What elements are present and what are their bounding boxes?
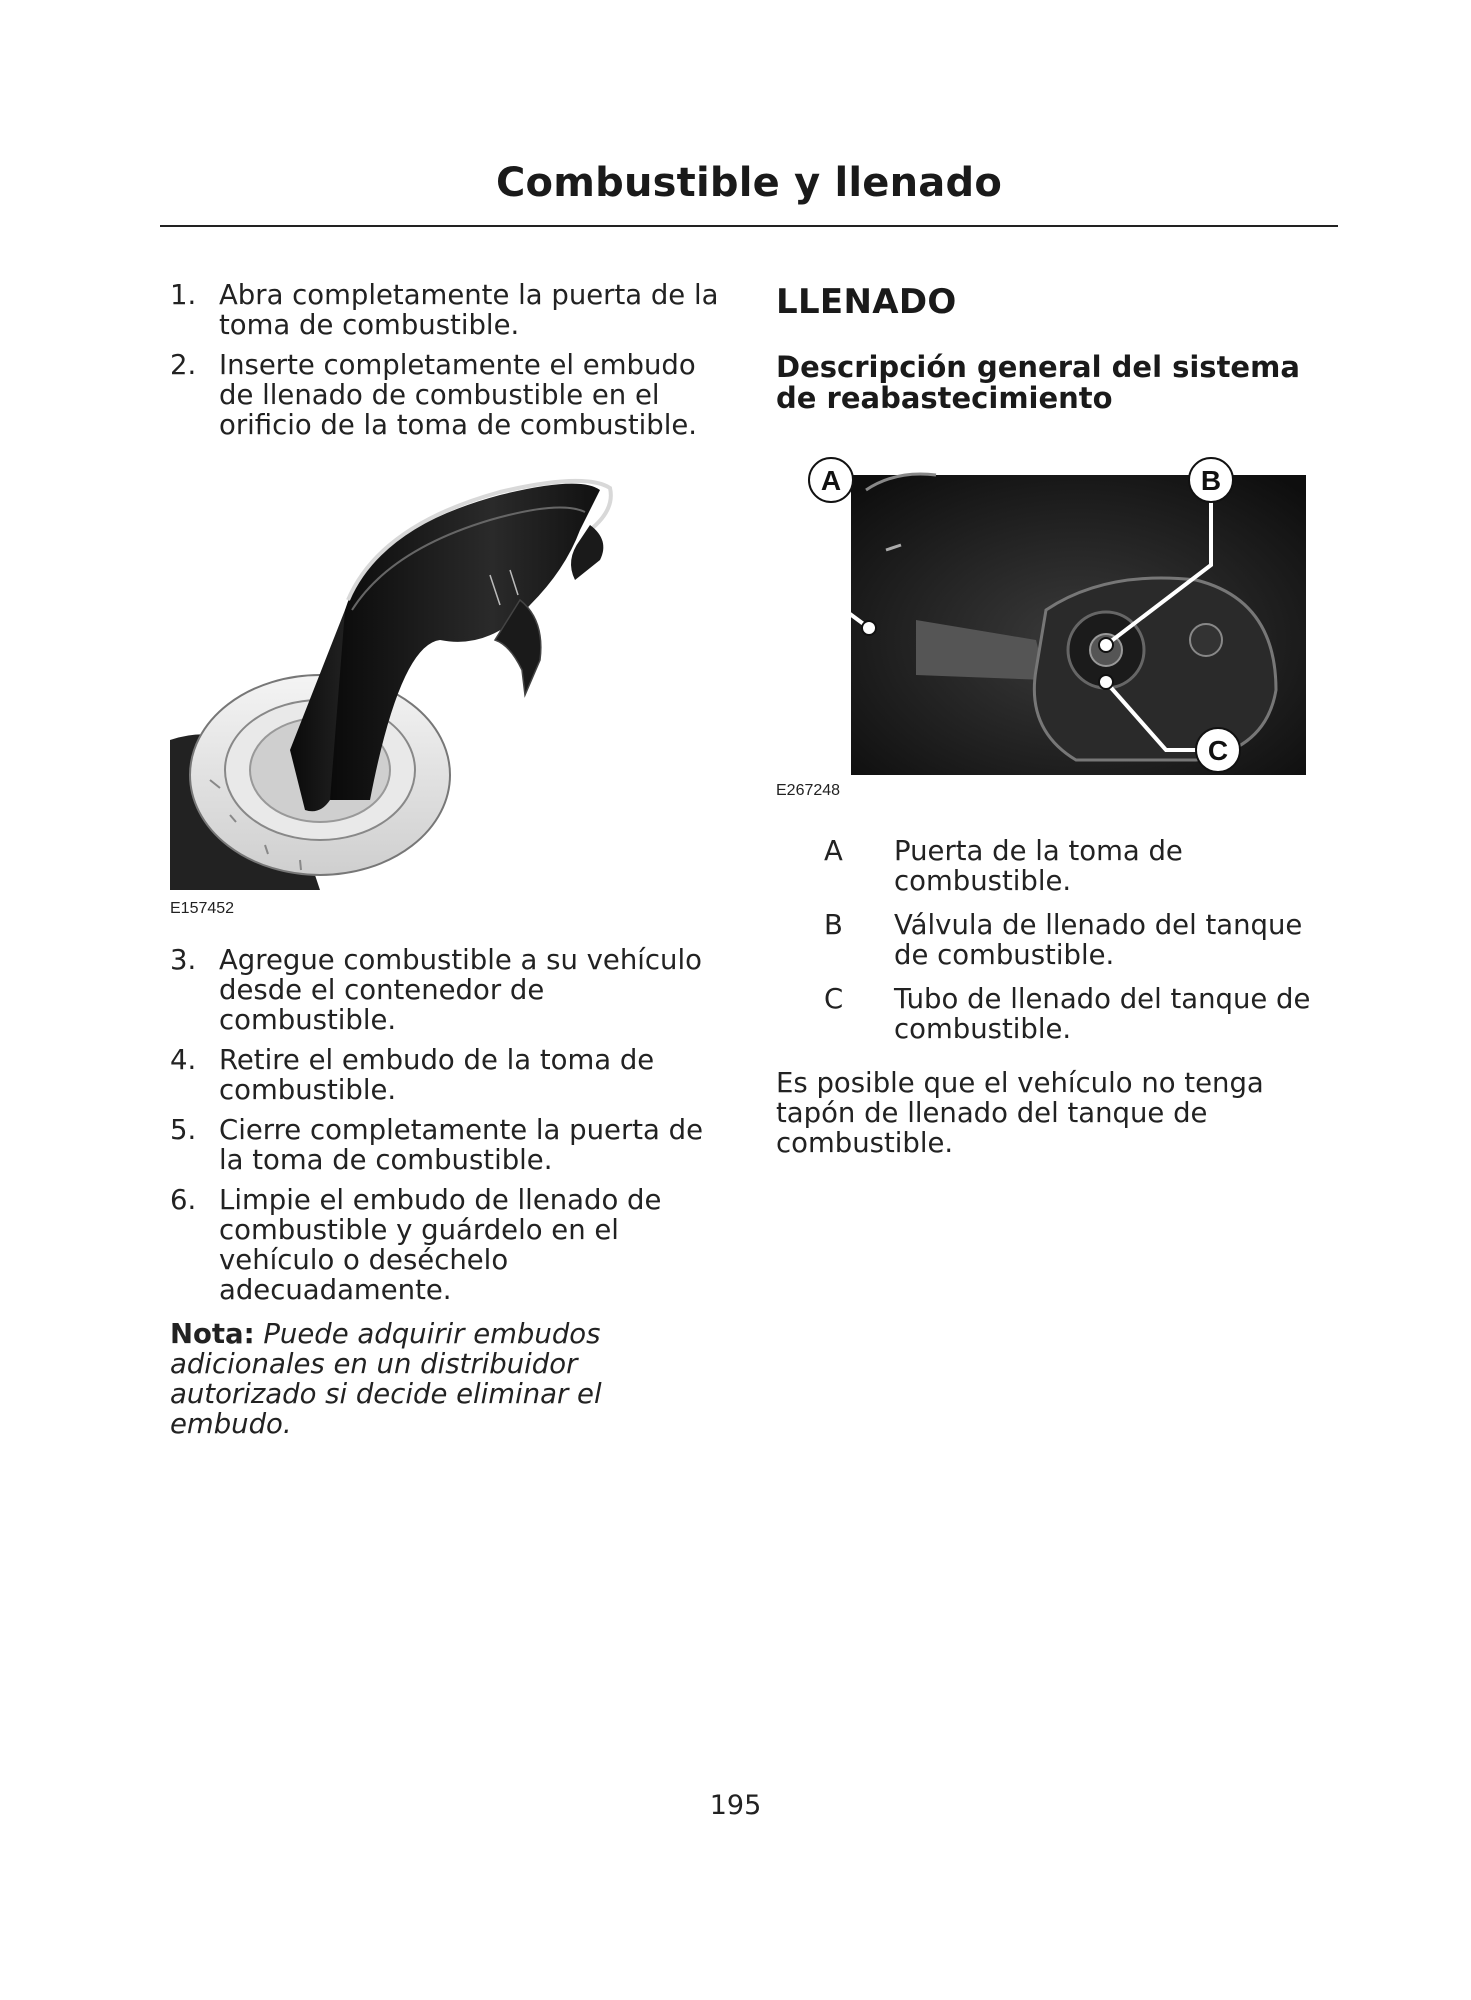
header-divider [160, 225, 1338, 227]
funnel-figure [170, 470, 730, 925]
callout-a: A [820, 465, 842, 496]
list-item: 3. Agregue combustible a su vehículo desde el contenedor de combustible. [170, 944, 702, 1036]
table-row [824, 984, 1336, 1058]
refuel-photo [776, 450, 1336, 790]
legend-text: Tubo de llenado del tanque de combustible. [894, 983, 1311, 1045]
callout-c: C [1207, 735, 1229, 766]
table-row [824, 910, 1336, 984]
legend-table [824, 836, 1336, 1058]
list-item: 1. Abra completamente la puerta de la toma de combustible. [170, 279, 719, 341]
note-label: Nota: [170, 1318, 255, 1350]
steps-list-bottom [170, 945, 730, 1305]
figure-code: E157452 [170, 900, 235, 917]
legend-key: C [824, 983, 844, 1015]
body-paragraph: Es posible que el vehículo no tenga tapón de llenado del tanque de combustible. [776, 1067, 1264, 1159]
steps-list-top [170, 280, 730, 440]
refuel-system-figure [776, 450, 1336, 802]
note [170, 1319, 730, 1439]
list-item: 5. Cierre completamente la puerta de la toma de combustible. [170, 1114, 704, 1176]
note-text: Puede adquirir embudos adicionales en un distribuidor autorizado si decide eliminar el embudo. [170, 1318, 602, 1440]
legend-key: B [824, 909, 843, 941]
callout-b: B [1200, 465, 1222, 496]
list-item: 2. Inserte completamente el embudo de llenado de combustible en el orificio de la toma de combustible. [170, 349, 698, 441]
page-number: 195 [709, 1790, 762, 1821]
funnel-illustration [170, 470, 730, 890]
subsection-title: Descripción general del sistema de reabastecimiento [776, 350, 1300, 415]
right-column [776, 280, 1336, 1158]
list-item: 6. Limpie el embudo de llenado de combustible y guárdelo en el vehículo o deséchelo adecuadamente. [170, 1184, 662, 1306]
figure-code: E267248 [776, 782, 841, 799]
legend-key: A [824, 835, 843, 867]
page-title: Combustible y llenado [496, 160, 1002, 206]
list-item: 4. Retire el embudo de la toma de combustible. [170, 1044, 655, 1106]
legend-text: Puerta de la toma de combustible. [894, 835, 1183, 897]
left-column [170, 280, 730, 1439]
section-title: LLENADO [776, 282, 957, 322]
table-row [824, 836, 1336, 910]
legend-text: Válvula de llenado del tanque de combustible. [894, 909, 1303, 971]
